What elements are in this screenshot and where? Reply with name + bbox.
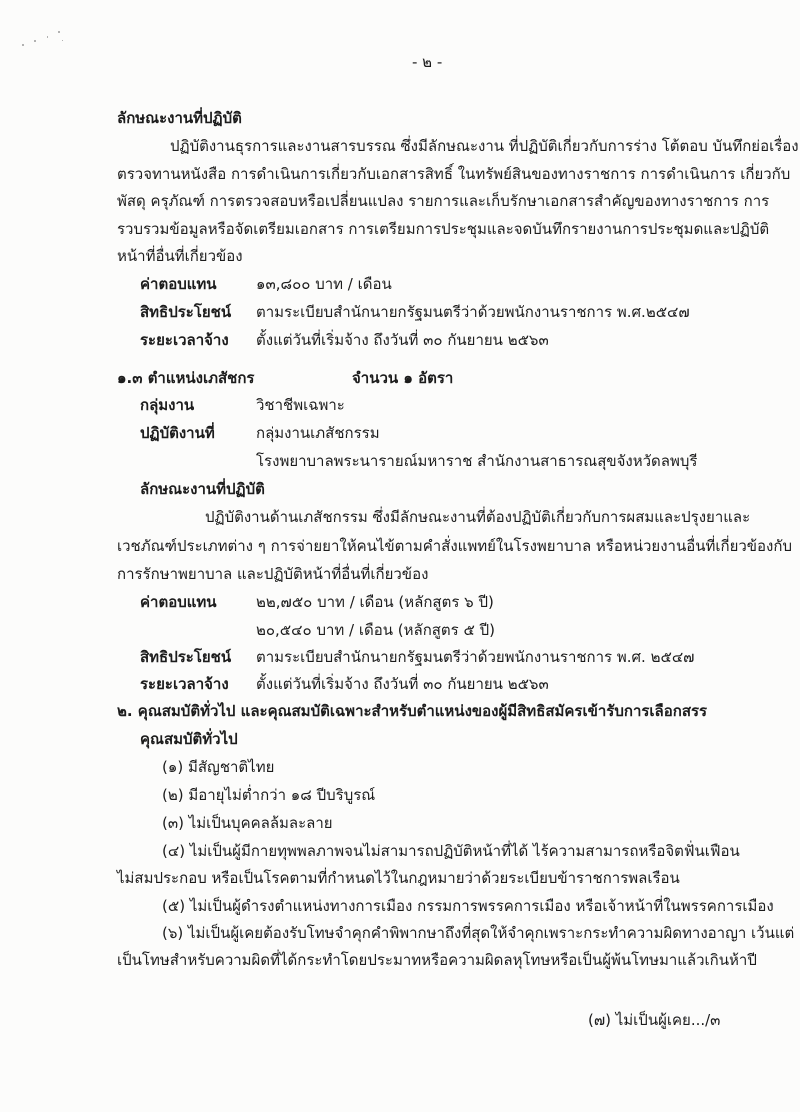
benefits-label: สิทธิประโยชน์ (140, 303, 232, 321)
benefits-value: ตามระเบียบสำนักนายกรัฐมนตรีว่าด้วยพนักงานราชการ พ.ศ.๒๕๔๗ (256, 303, 690, 321)
term-value: ตั้งแต่วันที่เริ่มจ้าง ถึงวันที่ ๓๐ กันยายน ๒๕๖๓ (256, 331, 549, 349)
page-number: - ๒ - (412, 53, 443, 71)
section-heading-duties: ลักษณะงานที่ปฏิบัติ (117, 109, 242, 127)
duties-paragraph-line: ตรวจทานหนังสือ การดำเนินการเกี่ยวกับเอกสารสิทธิ์ ในทรัพย์สินของทางราชการ การดำเนินการ เกี่ยวกับ (117, 165, 791, 183)
compensation-value: ๒๐,๕๔๐ บาท / เดือน (หลักสูตร ๕ ปี) (256, 621, 495, 639)
work-group-label: กลุ่มงาน (140, 396, 195, 414)
workplace-label: ปฏิบัติงานที่ (140, 424, 215, 442)
qualification-item: (๒) มีอายุไม่ต่ำกว่า ๑๘ ปีบริบูรณ์ (162, 786, 376, 804)
section-heading-duties: ลักษณะงานที่ปฏิบัติ (140, 480, 265, 498)
compensation-value: ๒๒,๗๕๐ บาท / เดือน (หลักสูตร ๖ ปี) (256, 593, 494, 611)
duties-paragraph-line: พัสดุ ครุภัณฑ์ การตรวจสอบหรือเปลี่ยนแปลง รายการและเก็บรักษาเอกสารสำคัญของทางราชการ การ (117, 192, 770, 210)
duties-paragraph-line: รวบรวมข้อมูลหรือจัดเตรียมเอกสาร การเตรียมการประชุมและจดบันทึกรายงานการประชุมดและปฏิบัติ (117, 220, 770, 238)
duties-paragraph-line: เวชภัณฑ์ประเภทต่าง ๆ การจ่ายยาให้คนไข้ตามคำสั่งแพทย์ในโรงพยาบาล หรือหน่วยงานอื่นที่เกี่ยวข้องกับ (117, 537, 792, 555)
qualification-item-continuation: ไม่สมประกอบ หรือเป็นโรคตามที่กำหนดไว้ในกฎหมายว่าด้วยระเบียบข้าราชการพลเรือน (117, 869, 680, 887)
work-group-value: วิชาชีพเฉพาะ (256, 396, 345, 414)
qualification-item: (๓) ไม่เป็นบุคคลล้มละลาย (162, 814, 333, 832)
position-title: ๑.๓ ตำแหน่งเภสัชกร (117, 369, 255, 387)
duties-paragraph-line: ปฏิบัติงานธุรการและงานสารบรรณ ซึ่งมีลักษณะงาน ที่ปฏิบัติเกี่ยวกับการร่าง โต้ตอบ บันทึกย่อเรื่อง (170, 137, 799, 155)
benefits-value: ตามระเบียบสำนักนายกรัฐมนตรีว่าด้วยพนักงานราชการ พ.ศ. ๒๕๔๗ (256, 648, 695, 666)
compensation-value: ๑๓,๘๐๐ บาท / เดือน (256, 275, 392, 293)
position-count: จำนวน ๑ อัตรา (352, 369, 454, 387)
qualification-item-continuation: เป็นโทษสำหรับความผิดที่ได้กระทำโดยประมาทหรือความผิดลหุโทษหรือเป็นผู้พ้นโทษมาแล้วเกินห้าปี (117, 951, 757, 969)
compensation-label: ค่าตอบแทน (140, 593, 217, 611)
duties-paragraph-line: ปฏิบัติงานด้านเภสัชกรรม ซึ่งมีลักษณะงานที่ต้องปฏิบัติเกี่ยวกับการผสมและปรุงยาและ (205, 508, 751, 526)
duties-paragraph-line: หน้าที่อื่นที่เกี่ยวข้อง (117, 247, 243, 265)
qualification-item: (๕) ไม่เป็นผู้ดำรงตำแหน่งทางการเมือง กรรมการพรรคการเมือง หรือเจ้าหน้าที่ในพรรคการเมือง (162, 897, 774, 915)
qualification-item: (๖) ไม่เป็นผู้เคยต้องรับโทษจำคุกคำพิพากษาถึงที่สุดให้จำคุกเพราะกระทำความผิดทางอาญา เว้นแต่ (162, 924, 795, 942)
compensation-label: ค่าตอบแทน (140, 275, 217, 293)
duties-paragraph-line: การรักษาพยาบาล และปฏิบัติหน้าที่อื่นที่เกี่ยวข้อง (117, 565, 429, 583)
term-value: ตั้งแต่วันที่เริ่มจ้าง ถึงวันที่ ๓๐ กันยายน ๒๕๖๓ (256, 675, 549, 693)
benefits-label: สิทธิประโยชน์ (140, 648, 232, 666)
workplace-value: โรงพยาบาลพระนารายณ์มหาราช สำนักงานสาธารณสุขจังหวัดลพบุรี (256, 452, 698, 470)
term-label: ระยะเวลาจ้าง (140, 675, 229, 693)
workplace-value: กลุ่มงานเภสัชกรรม (256, 424, 380, 442)
qualifications-heading: ๒. คุณสมบัติทั่วไป และคุณสมบัติเฉพาะสำหรับตำแหน่งของผู้มีสิทธิสมัครเข้ารับการเลือกสรร (117, 702, 708, 720)
page-continuation-note: (๗) ไม่เป็นผู้เคย.../๓ (588, 1011, 721, 1029)
qualification-item: (๔) ไม่เป็นผู้มีกายทุพพลภาพจนไม่สามารถปฏิบัติหน้าที่ได้ ไร้ความสามารถหรือจิตฟั่นเฟือน (162, 842, 740, 860)
term-label: ระยะเวลาจ้าง (140, 331, 229, 349)
qualification-item: (๑) มีสัญชาติไทย (162, 758, 275, 776)
general-qualifications-heading: คุณสมบัติทั่วไป (140, 730, 238, 748)
